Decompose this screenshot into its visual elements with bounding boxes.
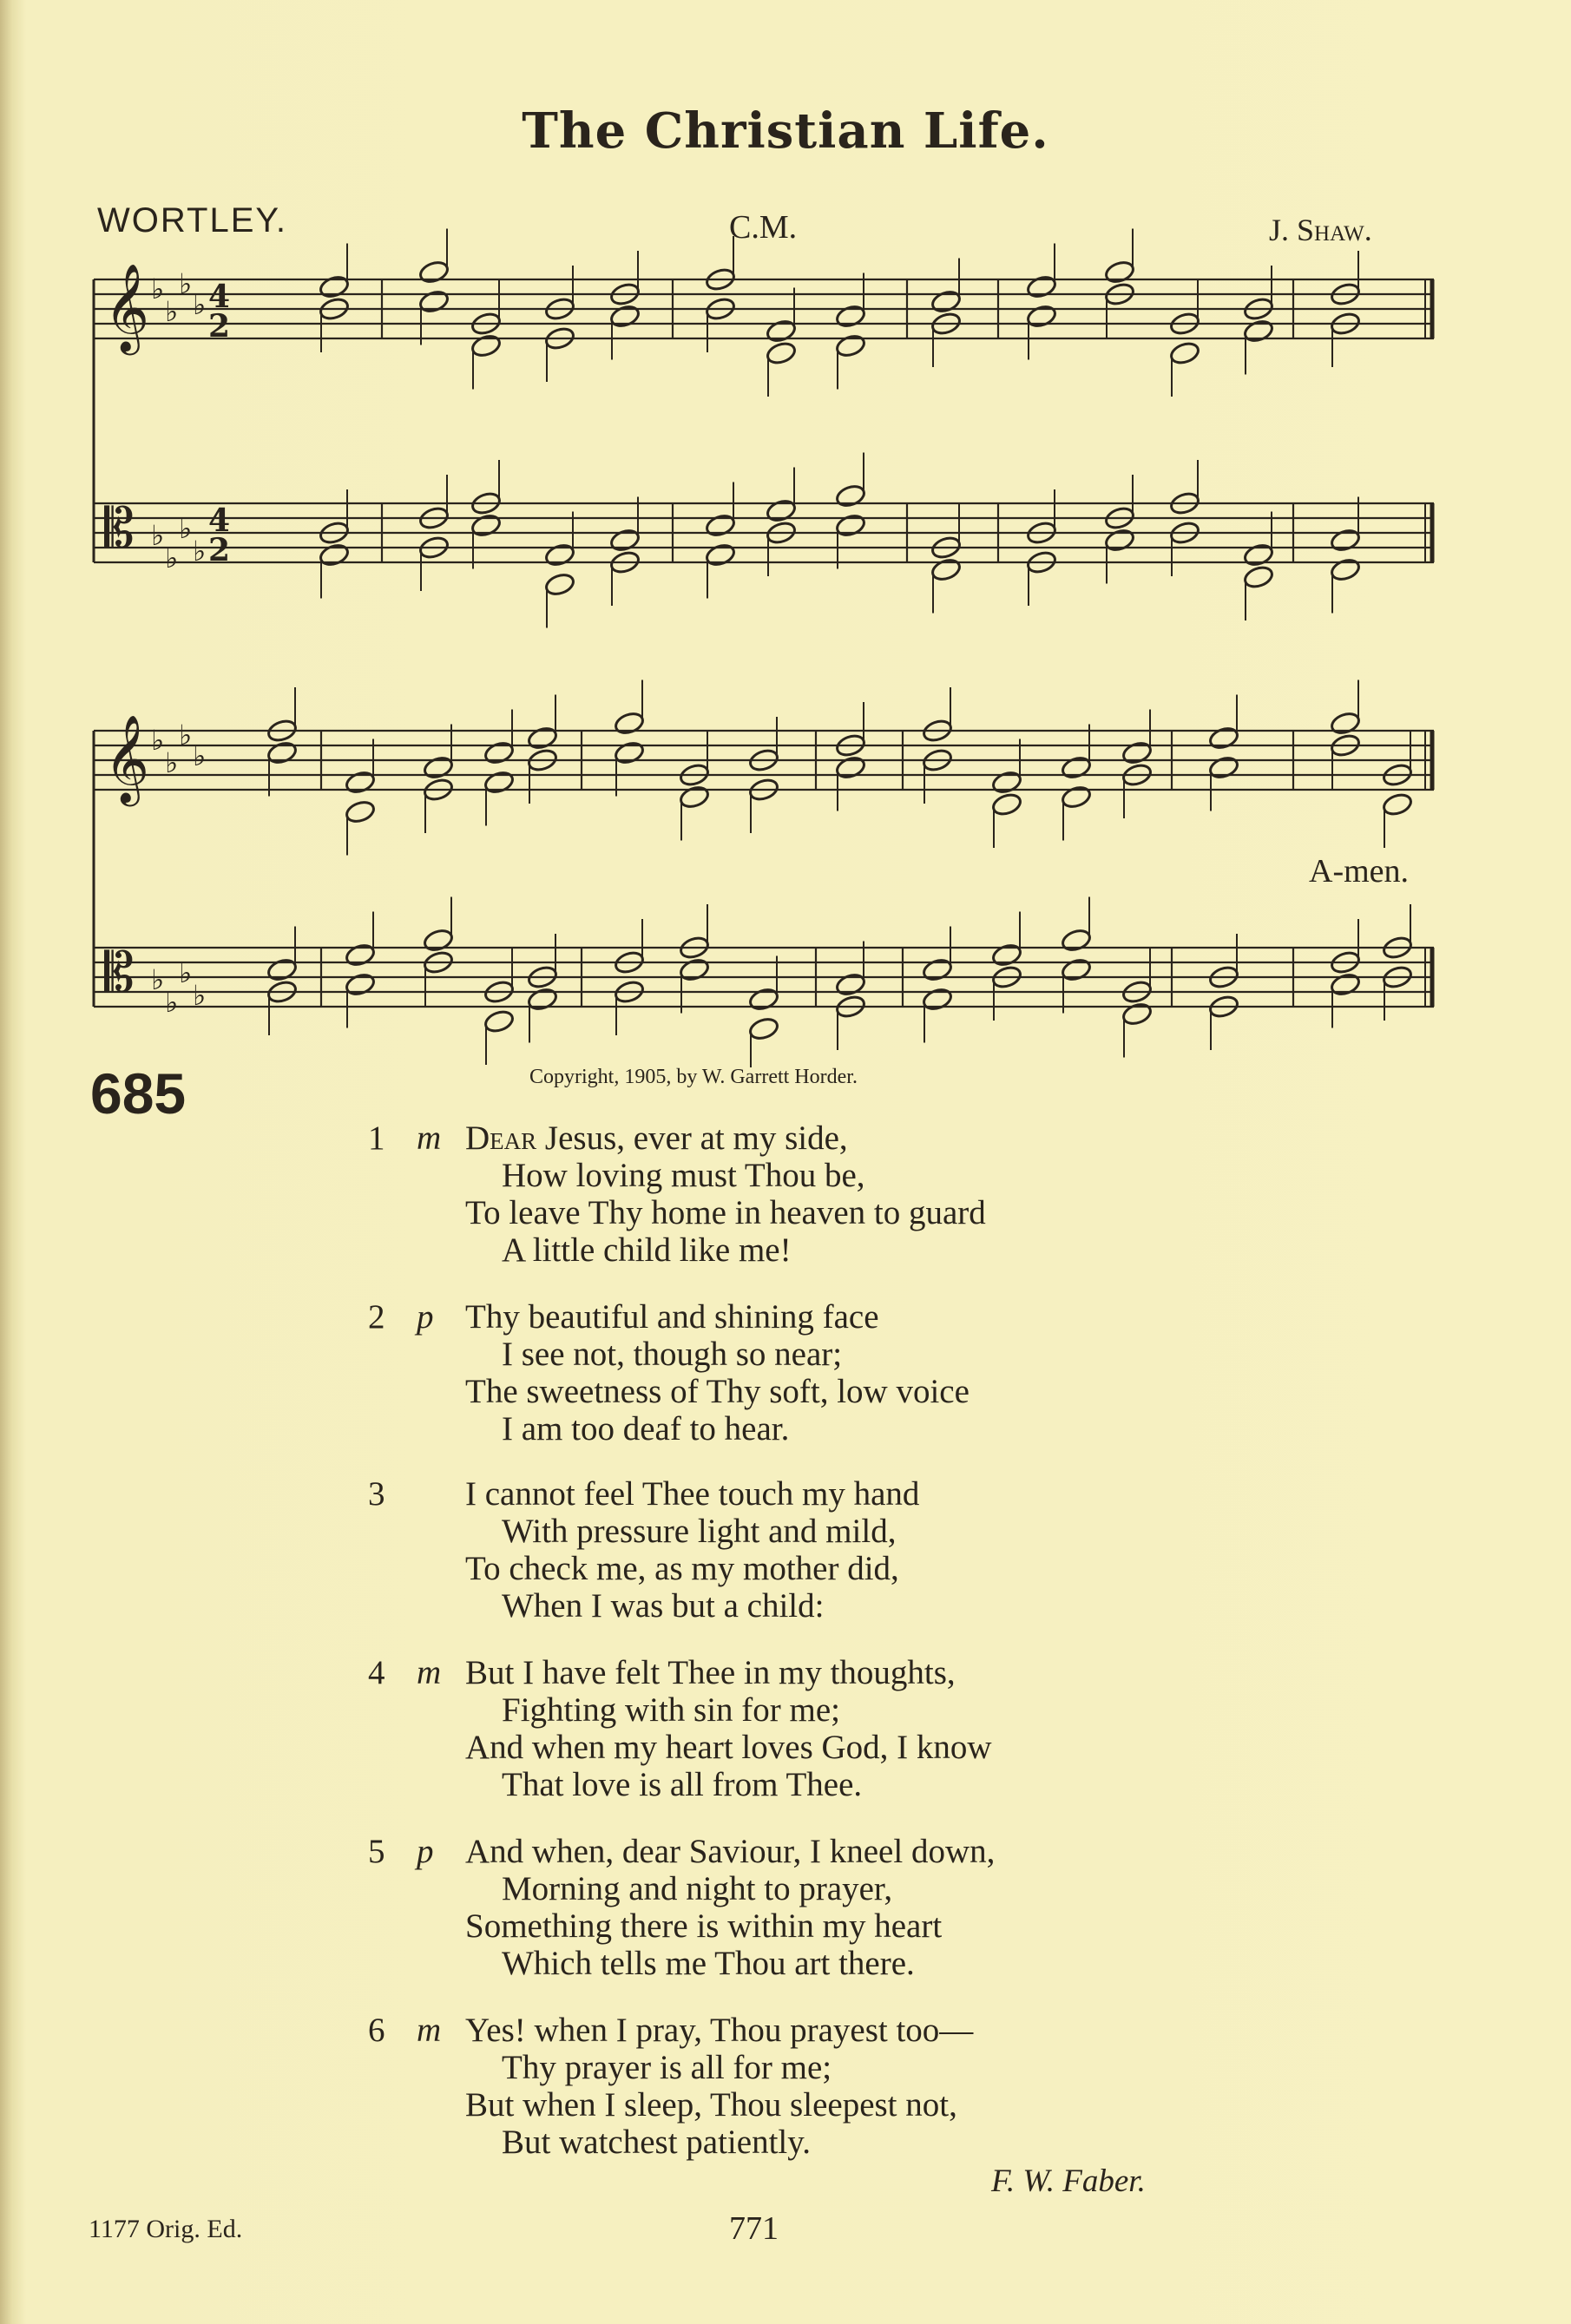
flat-icon: ♭ [165,986,179,1019]
dynamic-mark: m [417,1654,442,1691]
note-head [766,498,798,524]
composer-surname: Shaw. [1297,213,1372,247]
note-head [614,711,646,737]
flat-icon: ♭ [193,979,207,1012]
note-head [835,513,867,539]
verse-line: And when my heart loves God, I know [465,1729,992,1766]
system-2 [94,680,1434,1068]
hymn-number: 685 [90,1061,187,1126]
note-head [1208,725,1240,752]
verse-line: But I have felt Thee in my thoughts, [465,1654,956,1691]
verse-line: And when, dear Saviour, I kneel down, [465,1833,996,1870]
amen-label: A-men. [1309,853,1410,890]
composer-initial: J. [1269,213,1298,247]
note-head [991,942,1023,968]
flat-icon: ♭ [151,724,165,757]
copyright-notice: Copyright, 1905, by W. Garrett Horder. [529,1066,858,1088]
verse-line: Dear Jesus, ever at my side, [465,1119,848,1157]
flat-icon: ♭ [179,719,193,752]
author-credit: F. W. Faber. [991,2163,1146,2199]
verse-line: Thy beautiful and shining face [465,1298,879,1336]
note-head [470,333,503,359]
time-signature: 2 [208,532,231,568]
note-head [705,513,737,539]
note-head [930,289,963,315]
edition-note: 1177 Orig. Ed. [89,2215,243,2243]
note-head [266,740,299,766]
time-signature: 4 [208,279,231,315]
note-head [345,799,377,825]
verse-line: Yes! when I pray, Thou prayest too— [465,2012,974,2049]
dynamic-mark: m [417,1119,442,1157]
treble-clef-icon: 𝄞 [104,262,150,351]
verse-line: How loving must Thou be, [502,1157,865,1194]
note-head [930,557,963,583]
verse-line: The sweetness of Thy soft, low voice [465,1373,970,1410]
system-1 [94,229,1434,628]
dynamic-mark: p [417,1833,434,1870]
note-head [614,740,646,766]
note-head [423,928,455,954]
note-head [679,957,711,983]
note-head [483,770,516,796]
verse-line: But when I sleep, Thou sleepest not, [465,2086,957,2124]
flat-icon: ♭ [193,288,207,321]
note-head [835,483,867,509]
flat-icon: ♭ [193,739,207,772]
note-head [748,987,780,1013]
verse-line: Morning and night to prayer, [502,1870,893,1907]
note-head [418,289,450,315]
note-head [1330,557,1362,583]
verse-line: When I was but a child: [502,1587,825,1625]
staff-1-treble [94,229,1434,563]
verse-number: 1 [368,1119,385,1157]
flat-icon: ♭ [179,956,193,989]
note-head [1121,1001,1154,1027]
note-head [609,528,641,554]
bass-clef-icon: 𝄡 [104,496,135,560]
verse-line: I see not, though so near; [502,1336,843,1373]
verse-line: Something there is within my heart [465,1907,943,1945]
note-head [1061,928,1093,954]
dynamic-mark: p [417,1298,434,1336]
note-head [922,987,954,1013]
verse-line: But watchest patiently. [502,2124,811,2161]
verse-number: 4 [368,1654,385,1691]
note-head [609,304,641,330]
note-head [1330,972,1362,998]
flat-icon: ♭ [165,542,179,574]
note-head [423,755,455,781]
note-head [1061,785,1093,811]
note-head [679,785,711,811]
note-head [1061,957,1093,983]
verse-number: 5 [368,1833,385,1870]
verse-line: Fighting with sin for me; [502,1691,840,1729]
note-head [991,791,1023,817]
time-signature: 4 [208,502,231,539]
note-head [991,770,1023,796]
flat-icon: ♭ [151,519,165,552]
note-head [1243,542,1275,568]
verse-line: Which tells me Thou art there. [502,1945,915,1982]
flat-icon: ♭ [193,535,207,568]
staff-2-bass [94,897,1434,1068]
note-head [1026,274,1058,300]
note-head [835,304,867,330]
meter: C.M. [729,209,798,246]
time-signature: 2 [208,308,231,345]
note-head [705,542,737,568]
note-head [835,755,867,781]
staff-1-bass [94,453,1434,628]
note-head [418,259,450,286]
verse-number: 6 [368,2012,385,2049]
note-head [766,340,798,366]
note-head [1121,740,1154,766]
note-head [1382,791,1414,817]
note-head [766,318,798,345]
note-head [1104,259,1136,286]
note-head [266,957,299,983]
flat-icon: ♭ [151,272,165,305]
verse-number: 3 [368,1475,385,1513]
running-head: The Christian Life. [522,102,1049,160]
note-head [544,542,576,568]
note-head [483,740,516,766]
note-head [835,333,867,359]
flat-icon: ♭ [151,963,165,996]
verse-line: I am too deaf to hear. [502,1410,790,1448]
note-head [1243,564,1275,590]
verse-line: Thy prayer is all for me; [502,2049,832,2086]
flat-icon: ♭ [165,295,179,328]
note-head [345,972,377,998]
note-head [470,513,503,539]
flat-icon: ♭ [179,512,193,545]
note-head [345,770,377,796]
note-head [1169,340,1201,366]
note-head [1026,304,1058,330]
note-head [319,542,351,568]
first-word: Dear [465,1119,537,1157]
page-number: 771 [729,2210,779,2247]
flat-icon: ♭ [179,267,193,300]
verse-line: To leave Thy home in heaven to guard [465,1194,986,1231]
bass-clef-icon: 𝄡 [104,941,135,1004]
note-head [1104,528,1136,554]
note-head [1061,755,1093,781]
treble-clef-icon: 𝄞 [104,713,150,803]
verse-line: A little child like me! [502,1231,792,1269]
note-head [748,1016,780,1042]
verse-line: To check me, as my mother did, [465,1550,899,1587]
note-head [1208,755,1240,781]
note-head [527,725,559,752]
note-head [1330,528,1362,554]
dynamic-mark: m [417,2012,442,2049]
verse-number: 2 [368,1298,385,1336]
verse-line: With pressure light and mild, [502,1513,897,1550]
verse-line: I cannot feel Thee touch my hand [465,1475,920,1513]
note-head [483,1008,516,1034]
note-head [1330,711,1362,737]
flat-icon: ♭ [165,746,179,779]
note-head [1243,318,1275,345]
note-head [544,572,576,598]
verse-line: That love is all from Thee. [502,1766,863,1803]
tune-name: WORTLEY. [97,201,288,240]
note-head [319,274,351,300]
note-head [835,972,867,998]
note-head [345,942,377,968]
note-head [922,957,954,983]
note-head [527,987,559,1013]
music-score [0,0,1571,1067]
